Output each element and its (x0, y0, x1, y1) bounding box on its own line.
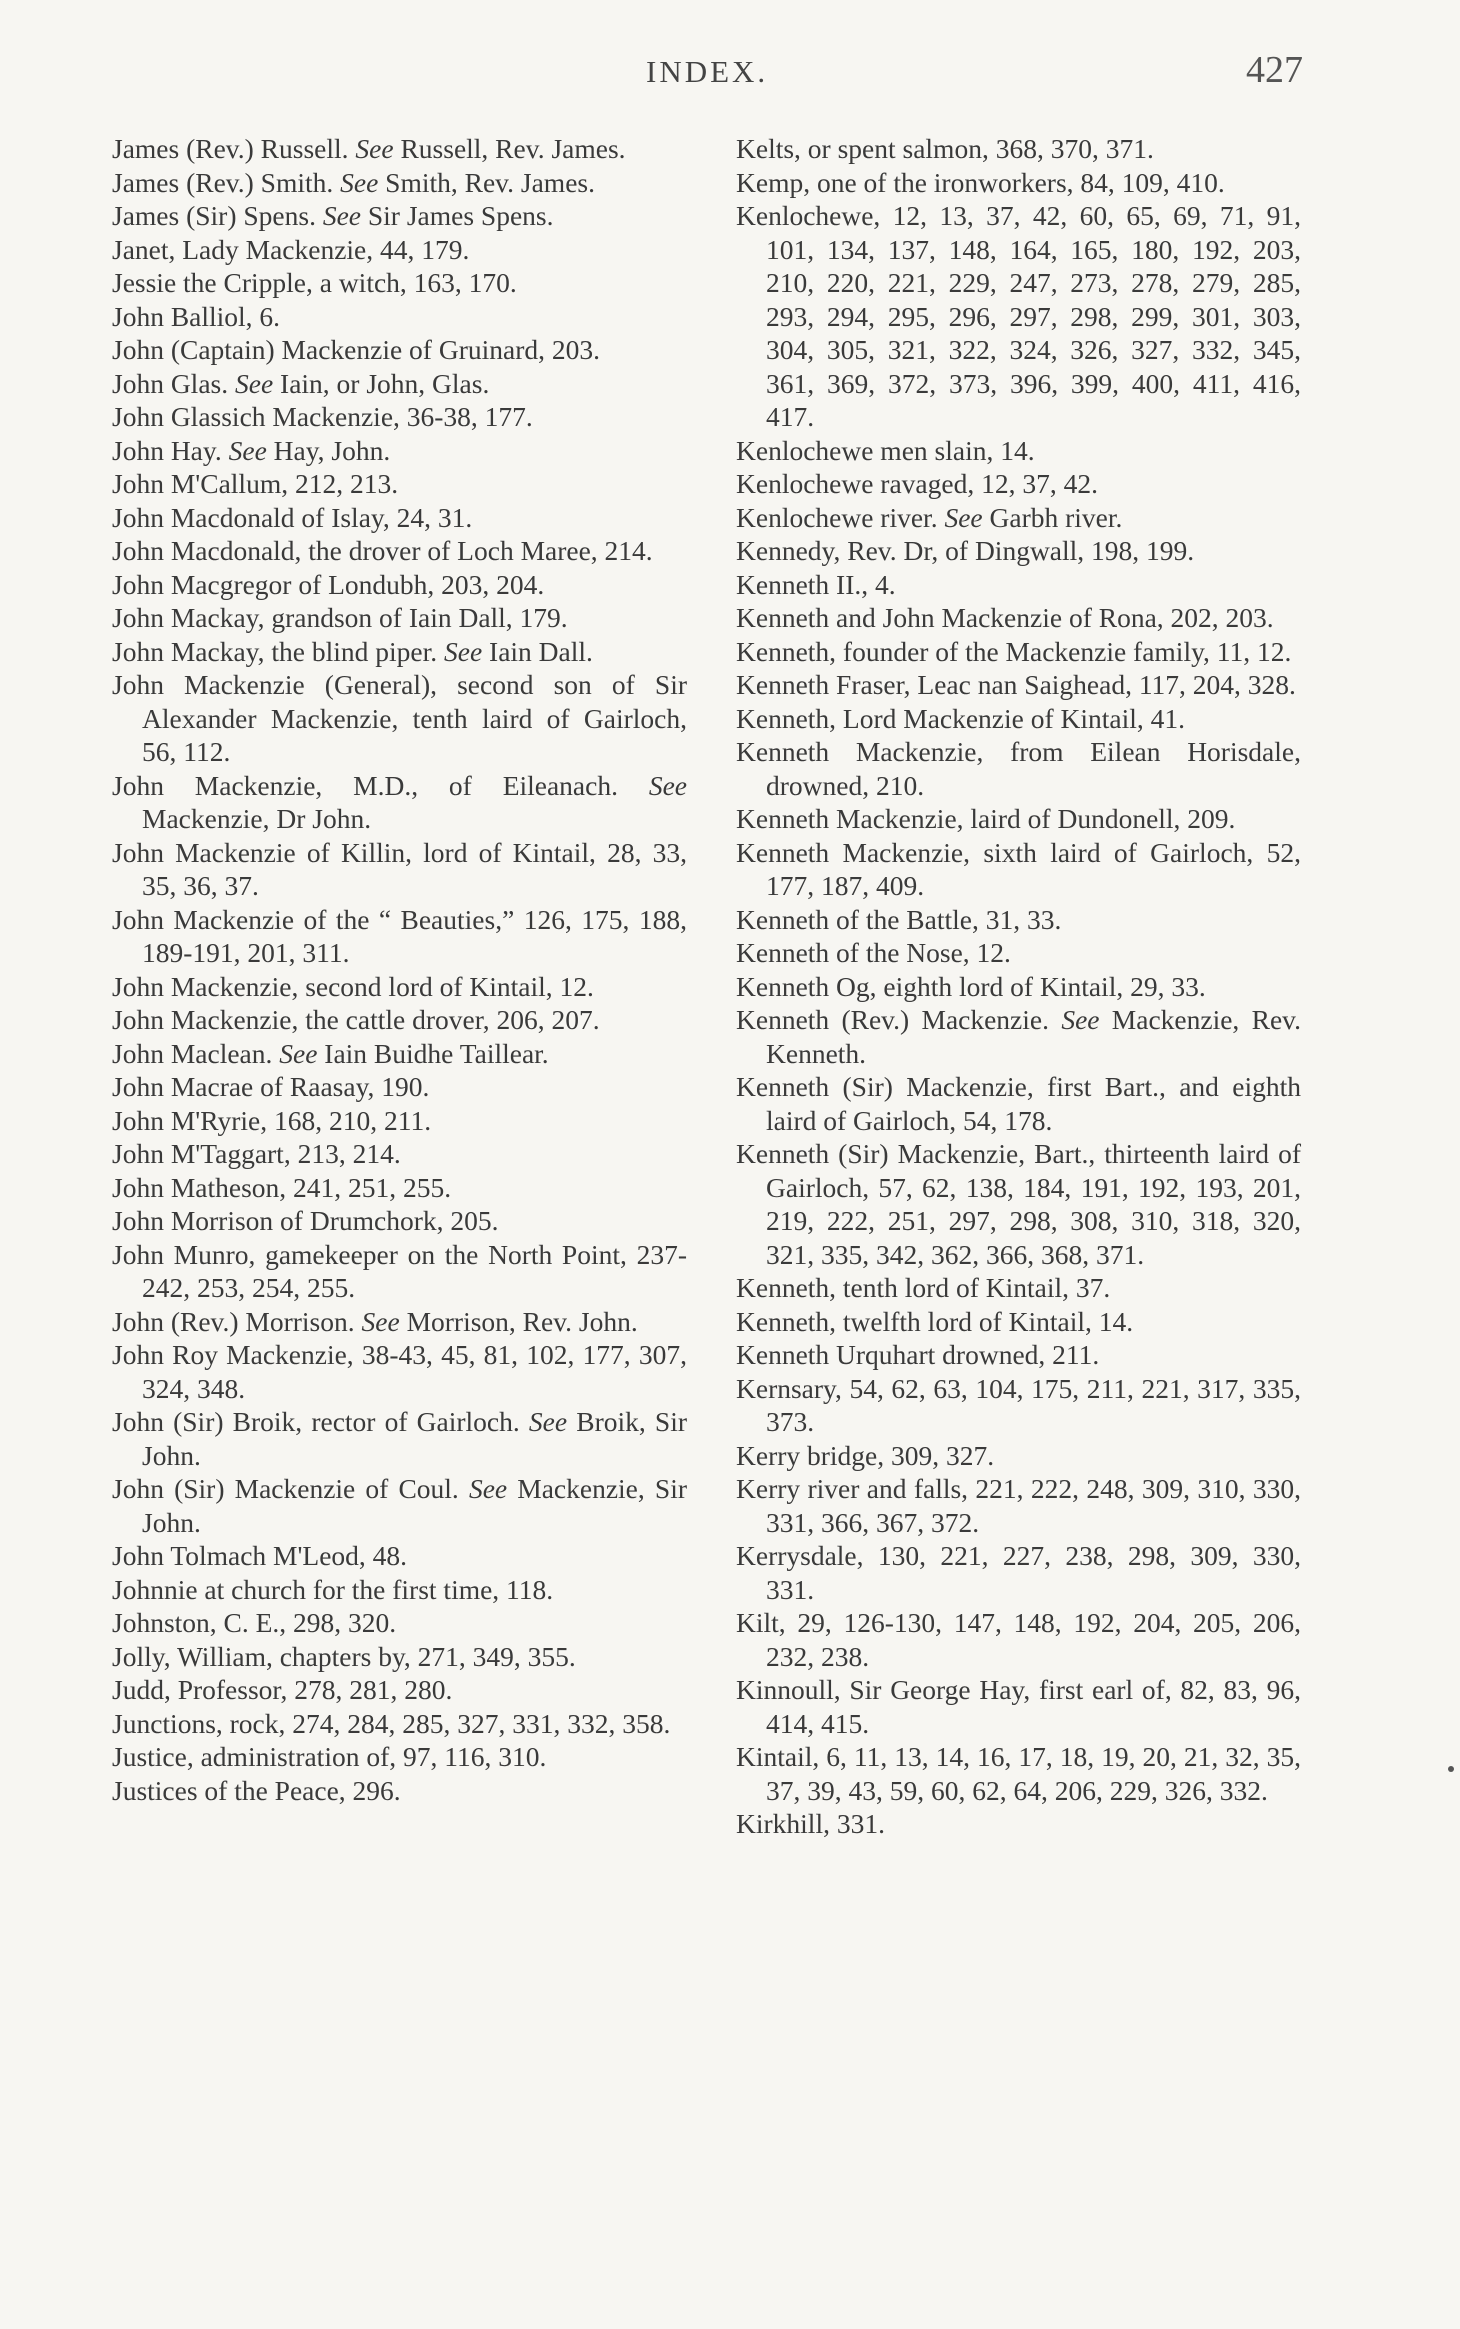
index-entry (112, 1774, 687, 1808)
index-entry (736, 1472, 1301, 1539)
entry-heading: John (Sir) Mackenzie of Coul. (112, 1473, 459, 1504)
index-entry (736, 434, 1301, 468)
entry-heading: John Maclean. (112, 1037, 273, 1069)
entry-heading: John Mackay, the blind piper. (112, 635, 438, 667)
index-entry (736, 1137, 1301, 1271)
index-entry (112, 601, 687, 635)
entry-heading: John Roy Mackenzie, 38-43, 45, 81, 102, 177, 307, 324, 348. (112, 1339, 687, 1404)
see-reference-label: See (279, 1037, 318, 1069)
entry-heading: John Mackenzie (General), second son of Sir Alexander Mackenzie, tenth laird of Gairloch, 56, 112. (112, 669, 687, 767)
entry-heading: John M'Taggart, 213, 214. (112, 1138, 401, 1169)
index-entry (736, 1807, 1301, 1841)
index-column-left (112, 132, 687, 1807)
index-entry (112, 1472, 687, 1539)
entry-heading: Kenneth (Sir) Mackenzie, first Bart., and eighth laird of Gairloch, 54, 178. (736, 1071, 1301, 1136)
index-column-right (736, 132, 1301, 1841)
entry-heading: Kenneth II., 4. (736, 568, 896, 600)
index-entry (112, 1305, 687, 1339)
entry-heading: Kinnoull, Sir George Hay, first earl of, 82, 83, 96, 414, 415. (736, 1674, 1301, 1739)
index-entry (112, 132, 687, 166)
index-entry (112, 166, 687, 200)
entry-heading: Kenlochewe, 12, 13, 37, 42, 60, 65, 69, 71, 91, 101, 134, 137, 148, 164, 165, 180, 192, 203, 210, 220, 221, 229, 247, 273, 278, 279, 285, 293, 294, 295, 296, 297, 298, 299, 301, 303, 304, 305, 321, 322, 324, 326, 327, 332, 345, 361, 369, 372, 373, 396, 399, 400, 411, 416, 417. (736, 200, 1301, 432)
entry-heading: John Macrae of Raasay, 190. (112, 1071, 430, 1102)
entry-heading: John M'Ryrie, 168, 210, 211. (112, 1104, 432, 1136)
index-entry (112, 903, 687, 970)
entry-heading: John Mackenzie of the “ Beauties,” 126, 175, 188, 189-191, 201, 311. (112, 903, 687, 968)
see-reference-target: Iain, or John, Glas. (280, 367, 490, 399)
index-entry (736, 1439, 1301, 1473)
entry-heading: Kerrysdale, 130, 221, 227, 238, 298, 309, 330, 331. (736, 1540, 1301, 1605)
see-reference-target: Mackenzie, Sir John. (142, 1473, 687, 1538)
index-entry (112, 1673, 687, 1707)
index-entry (112, 970, 687, 1004)
entry-heading: Kenneth Mackenzie, from Eilean Horisdale, drowned, 210. (736, 736, 1301, 801)
index-entry (112, 1405, 687, 1472)
index-entry (112, 333, 687, 367)
index-entry (112, 501, 687, 535)
entry-heading: Kerry river and falls, 221, 222, 248, 309, 310, 330, 331, 366, 367, 372. (736, 1473, 1301, 1538)
index-entry (112, 1338, 687, 1405)
index-entry (112, 1104, 687, 1138)
index-entry (112, 836, 687, 903)
entry-heading: Jolly, William, chapters by, 271, 349, 355. (112, 1640, 576, 1672)
index-entry (736, 1003, 1301, 1070)
entry-heading: Kintail, 6, 11, 13, 14, 16, 17, 18, 19, 20, 21, 32, 35, 37, 39, 43, 59, 60, 62, 64, 206, 229, 326, 332. (736, 1741, 1301, 1806)
see-reference-target: Broik, Sir John. (142, 1406, 687, 1471)
see-reference-target: Garbh river. (989, 501, 1123, 533)
index-entry (736, 1673, 1301, 1740)
see-reference-label: See (443, 635, 483, 667)
see-reference-label: See (235, 367, 274, 399)
index-entry (736, 635, 1301, 669)
entry-heading: Janet, Lady Mackenzie, 44, 179. (112, 233, 470, 265)
see-reference-label: See (355, 133, 394, 164)
entry-heading: John Munro, gamekeeper on the North Point, 237-242, 253, 254, 255. (112, 1238, 687, 1303)
page-number: 427 (1246, 49, 1303, 91)
index-entry (736, 1305, 1301, 1339)
index-entry (112, 1070, 687, 1104)
entry-heading: Kenneth Og, eighth lord of Kintail, 29, 33. (736, 970, 1206, 1002)
entry-heading: John Macgregor of Londubh, 203, 204. (112, 568, 545, 600)
entry-heading: Johnnie at church for the first time, 118. (112, 1573, 554, 1605)
see-reference-label: See (322, 200, 361, 231)
index-entry (736, 668, 1301, 702)
entry-heading: Jessie the Cripple, a witch, 163, 170. (112, 267, 517, 298)
index-entry (112, 1606, 687, 1640)
entry-heading: Kenlochewe ravaged, 12, 37, 42. (736, 468, 1098, 499)
entry-heading: Kilt, 29, 126-130, 147, 148, 192, 204, 205, 206, 232, 238. (736, 1607, 1301, 1672)
entry-heading: Kenneth Mackenzie, sixth laird of Gairloch, 52, 177, 187, 409. (736, 836, 1301, 901)
see-reference-target: Sir James Spens. (367, 200, 554, 231)
index-entry (736, 1606, 1301, 1673)
entry-heading: James (Sir) Spens. (112, 200, 316, 231)
index-entry (112, 568, 687, 602)
index-entry (736, 501, 1301, 535)
entry-heading: Kirkhill, 331. (736, 1808, 885, 1839)
entry-heading: Judd, Professor, 278, 281, 280. (112, 1674, 453, 1705)
index-entry (112, 467, 687, 501)
entry-heading: John Macdonald, the drover of Loch Maree, 214. (112, 535, 653, 566)
entry-heading: John M'Callum, 212, 213. (112, 468, 399, 499)
entry-heading: Justices of the Peace, 296. (112, 1774, 401, 1806)
entry-heading: John Mackenzie, second lord of Kintail, 12. (112, 970, 594, 1002)
entry-heading: Junctions, rock, 274, 284, 285, 327, 331, 332, 358. (112, 1707, 671, 1739)
see-reference-label: See (468, 1473, 508, 1504)
entry-heading: Kennedy, Rev. Dr, of Dingwall, 198, 199. (736, 535, 1195, 566)
index-entry (112, 1204, 687, 1238)
entry-heading: John Hay. (112, 434, 222, 466)
index-entry (736, 166, 1301, 200)
index-entry (112, 1640, 687, 1674)
see-reference-target: Smith, Rev. James. (385, 166, 595, 198)
index-entry (736, 534, 1301, 568)
index-entry (736, 1539, 1301, 1606)
entry-heading: John Mackenzie of Killin, lord of Kintail, 28, 33, 35, 36, 37. (112, 836, 687, 901)
entry-heading: Kenneth, founder of the Mackenzie family, 11, 12. (736, 635, 1292, 667)
index-entry (736, 568, 1301, 602)
see-reference-target: Russell, Rev. James. (400, 133, 626, 164)
entry-heading: Kenlochewe river. (736, 501, 938, 533)
entry-heading: Kerry bridge, 309, 327. (736, 1439, 995, 1471)
entry-heading: Kenneth Fraser, Leac nan Saighead, 117, 204, 328. (736, 669, 1296, 700)
index-entry (736, 702, 1301, 736)
index-entry (736, 1372, 1301, 1439)
index-entry (112, 300, 687, 334)
entry-heading: Kenneth of the Battle, 31, 33. (736, 903, 1062, 935)
see-reference-target: Hay, John. (273, 434, 391, 466)
entry-heading: John Morrison of Drumchork, 205. (112, 1205, 499, 1236)
index-entry (112, 1539, 687, 1573)
index-entry (736, 903, 1301, 937)
index-entry (736, 735, 1301, 802)
index-entry (112, 1037, 687, 1071)
index-entry (112, 1171, 687, 1205)
see-reference-label: See (340, 166, 379, 198)
index-entry (112, 635, 687, 669)
index-entry (112, 233, 687, 267)
index-entry (736, 802, 1301, 836)
entry-heading: Kenneth and John Mackenzie of Rona, 202, 203. (736, 602, 1274, 633)
entry-heading: John Mackenzie, M.D., of Eileanach. (112, 769, 618, 801)
index-entry (736, 836, 1301, 903)
entry-heading: Kenneth (Sir) Mackenzie, Bart., thirteenth laird of Gairloch, 57, 62, 138, 184, 191, 192, 193, 201, 219, 222, 251, 297, 298, 308, 310, 318, 320, 321, 335, 342, 362, 366, 368, 371. (736, 1138, 1301, 1270)
entry-heading: John Mackay, grandson of Iain Dall, 179. (112, 602, 568, 633)
entry-heading: James (Rev.) Russell. (112, 133, 349, 164)
entry-heading: Kenneth Urquhart drowned, 211. (736, 1339, 1100, 1370)
entry-heading: John (Captain) Mackenzie of Gruinard, 203. (112, 334, 600, 365)
running-title: INDEX. (646, 54, 769, 89)
entry-heading: John Balliol, 6. (112, 300, 281, 332)
see-reference-label: See (228, 434, 267, 466)
index-entry (736, 1271, 1301, 1305)
index-entry (736, 970, 1301, 1004)
index-entry (736, 1070, 1301, 1137)
page-header (0, 48, 1460, 108)
index-entry (736, 467, 1301, 501)
entry-heading: Kelts, or spent salmon, 368, 370, 371. (736, 133, 1154, 164)
entry-heading: Kenneth, tenth lord of Kintail, 37. (736, 1272, 1111, 1303)
entry-heading: Kenneth of the Nose, 12. (736, 937, 1011, 968)
entry-heading: Kenneth Mackenzie, laird of Dundonell, 209. (736, 803, 1236, 834)
index-entry (112, 1137, 687, 1171)
see-reference-label: See (361, 1305, 400, 1337)
index-entry (112, 1003, 687, 1037)
index-entry (112, 400, 687, 434)
entry-heading: Johnston, C. E., 298, 320. (112, 1607, 397, 1638)
see-reference-label: See (944, 501, 983, 533)
index-entry (112, 668, 687, 769)
see-reference-label: See (528, 1406, 568, 1437)
index-entry (112, 434, 687, 468)
entry-heading: John Tolmach M'Leod, 48. (112, 1540, 408, 1571)
index-entry (112, 367, 687, 401)
see-reference-label: See (648, 769, 688, 801)
entry-heading: Kenneth, twelfth lord of Kintail, 14. (736, 1305, 1134, 1337)
entry-heading: James (Rev.) Smith. (112, 166, 334, 198)
index-entry (736, 1338, 1301, 1372)
entry-heading: John Matheson, 241, 251, 255. (112, 1171, 452, 1203)
ink-speck (1448, 1766, 1454, 1772)
entry-heading: John Glassich Mackenzie, 36-38, 177. (112, 401, 533, 432)
index-entry (736, 132, 1301, 166)
index-entry (736, 199, 1301, 434)
index-entry (112, 1740, 687, 1774)
entry-heading: Kenneth, Lord Mackenzie of Kintail, 41. (736, 702, 1186, 734)
entry-heading: Justice, administration of, 97, 116, 310. (112, 1741, 547, 1772)
index-entry (112, 1573, 687, 1607)
index-entry (112, 199, 687, 233)
entry-heading: John Mackenzie, the cattle drover, 206, 207. (112, 1004, 600, 1035)
index-entry (112, 266, 687, 300)
index-entry (736, 601, 1301, 635)
index-entry (112, 769, 687, 836)
entry-heading: John Macdonald of Islay, 24, 31. (112, 501, 473, 533)
index-entry (736, 936, 1301, 970)
index-entry (112, 534, 687, 568)
entry-heading: Kenlochewe men slain, 14. (736, 434, 1035, 466)
entry-heading: Kemp, one of the ironworkers, 84, 109, 410. (736, 166, 1225, 198)
entry-heading: Kernsary, 54, 62, 63, 104, 175, 211, 221, 317, 335, 373. (736, 1372, 1301, 1437)
see-reference-label: See (1061, 1004, 1100, 1035)
entry-heading: John (Rev.) Morrison. (112, 1305, 355, 1337)
entry-heading: Kenneth (Rev.) Mackenzie. (736, 1004, 1049, 1035)
index-entry (736, 1740, 1301, 1807)
see-reference-target: Iain Buidhe Taillear. (324, 1037, 549, 1069)
entry-heading: John (Sir) Broik, rector of Gairloch. (112, 1406, 520, 1437)
see-reference-target: Mackenzie, Dr John. (142, 803, 372, 834)
index-entry (112, 1238, 687, 1305)
see-reference-target: Iain Dall. (489, 635, 593, 667)
see-reference-target: Mackenzie, Rev. Kenneth. (766, 1004, 1301, 1069)
index-entry (112, 1707, 687, 1741)
entry-heading: John Glas. (112, 367, 229, 399)
see-reference-target: Morrison, Rev. John. (406, 1305, 638, 1337)
